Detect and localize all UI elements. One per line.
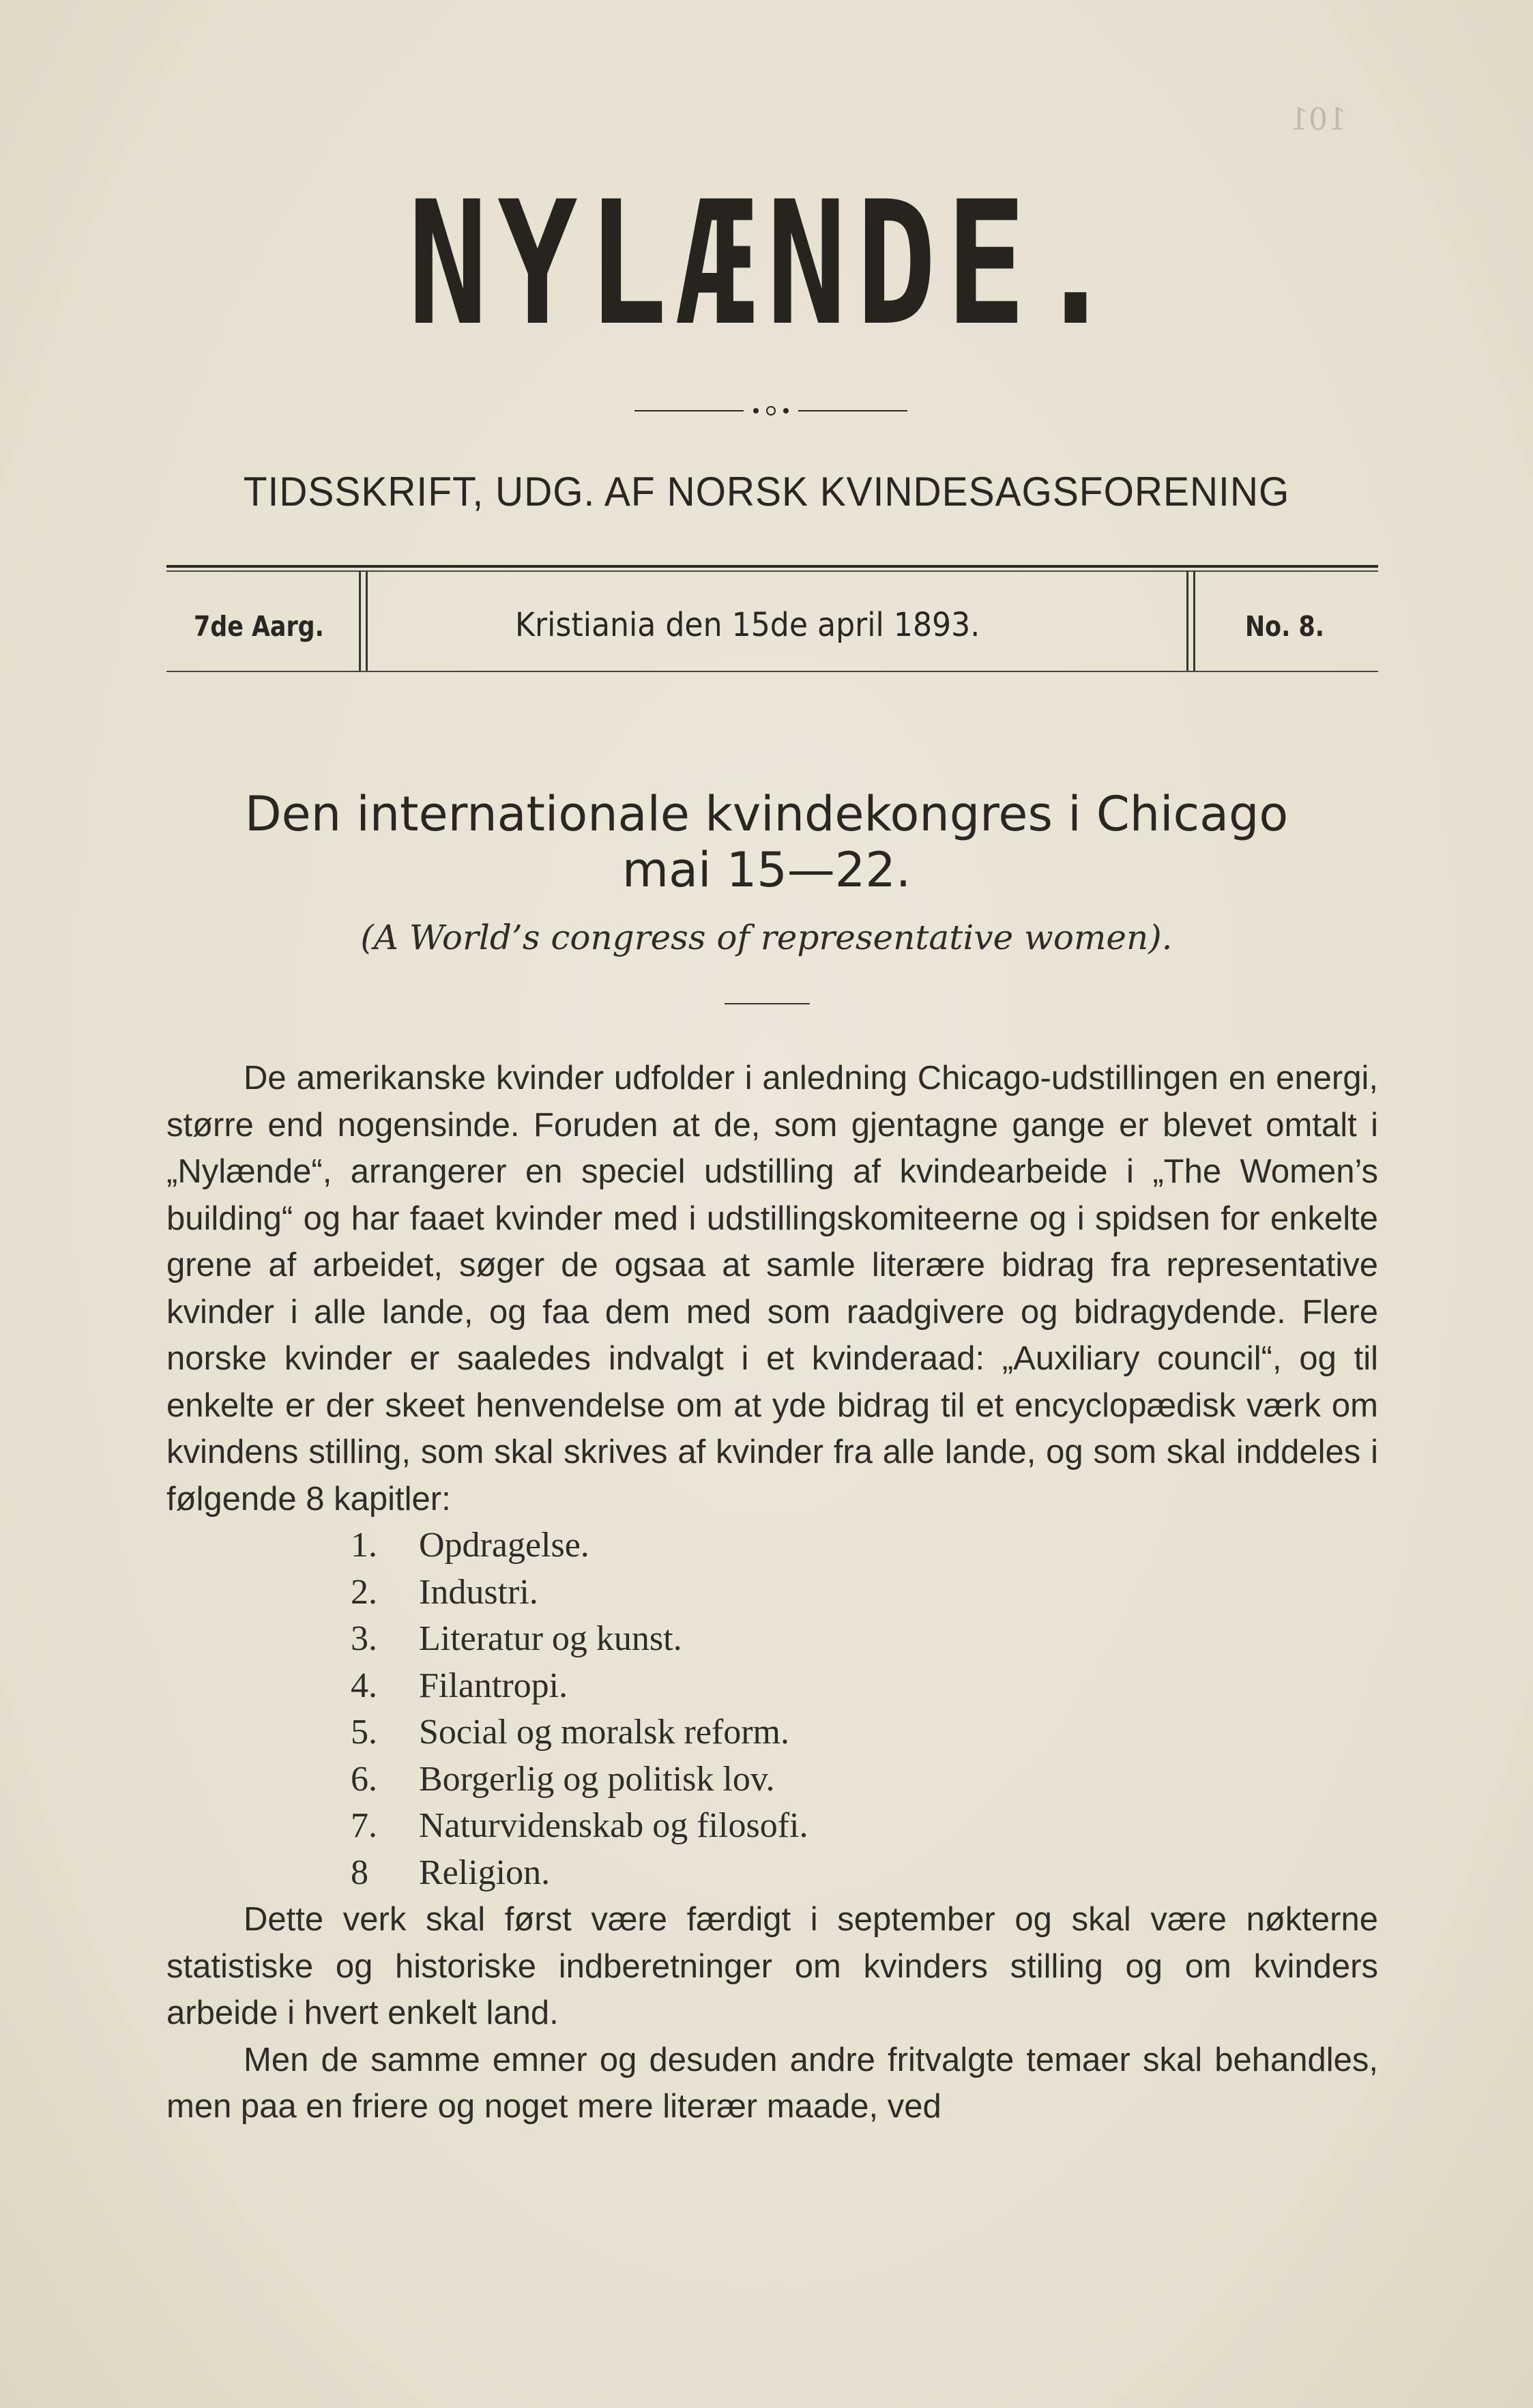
header-rule-top-thin (166, 570, 1378, 572)
chapter-number: 1. (351, 1526, 377, 1565)
header-rule-top (166, 565, 1378, 568)
chapter-number: 5. (351, 1713, 377, 1752)
chapter-label: Opdragelse. (419, 1526, 589, 1565)
article-body (166, 1055, 1378, 2130)
chapter-item (166, 1616, 1378, 1663)
chapter-label: Naturvidenskab og filosofi. (419, 1806, 808, 1845)
article-title-line2: mai 15—22. (622, 842, 911, 898)
chapter-label: Industri. (419, 1572, 538, 1612)
issue-number: No. 8. (1245, 610, 1324, 643)
chapter-number: 7. (351, 1806, 377, 1845)
chapter-item (166, 1803, 1378, 1850)
header-separator (1193, 570, 1195, 671)
chapter-label: Religion. (419, 1853, 551, 1892)
header-separator (1186, 570, 1188, 671)
article-subtitle: (A World’s congress of representative women). (360, 918, 1173, 957)
chapter-label: Filantropi. (419, 1666, 568, 1705)
chapter-label: Borgerlig og politisk lov. (419, 1759, 775, 1799)
chapter-number: 8 (351, 1853, 368, 1892)
chapter-list (166, 1522, 1378, 1896)
chapter-item (166, 1569, 1378, 1616)
chapter-number: 3. (351, 1619, 377, 1658)
header-rule-bottom (166, 671, 1378, 672)
chapter-number: 6. (351, 1759, 377, 1799)
chapter-number: 2. (351, 1572, 377, 1612)
header-separator (359, 570, 361, 671)
chapter-label: Social og moralsk reform. (419, 1713, 789, 1752)
page-number: 101 (1289, 102, 1347, 137)
chapter-item (166, 1709, 1378, 1756)
paragraph: De amerikanske kvinder udfolder i anledning Chicago-udstillingen en energi, større end nogensinde. Foruden at de, som gjentagne gange er blevet omtalt i „Nylænde“, arrangerer en speciel udstilling af kvindearbeide i „The Women’s building“ og har faaet kvinder med i udstillingskomiteerne og i spidsen for enkelte grene af arbeidet, søger de ogsaa at samle literære bidrag fra representative kvinder i alle lande, og faa dem med som raadgivere og bidragydende. Flere norske kvinder er saaledes indvalgt i et kvinderaad: „Auxiliary council“, og til enkelte er der skeet henvendelse om at yde bidrag til et encyclopædisk værk om kvindens stilling, som skal skrives af kvinder fra alle lande, og som skal inddeles i følgende 8 kapitler: (166, 1060, 1378, 1518)
header-separator (366, 570, 368, 671)
ornament-divider (634, 406, 907, 416)
masthead-subtitle: TIDSSKRIFT, UDG. AF NORSK KVINDESAGSFORENING (243, 469, 1290, 514)
place-date: Kristiania den 15de april 1893. (515, 606, 980, 644)
chapter-item (166, 1850, 1378, 1897)
chapter-label: Literatur og kunst. (419, 1619, 682, 1658)
article-title-line1: Den internationale kvindekongres i Chicago (244, 786, 1289, 842)
masthead-title: NYLÆNDE. (407, 164, 1126, 363)
chapter-number: 4. (351, 1666, 377, 1705)
paragraph: Dette verk skal først være færdigt i september og skal være nøkterne statistiske og historiske indberetninger om kvinders stilling og om kvinders arbeide i hvert enkelt land. (166, 1901, 1378, 2031)
chapter-item (166, 1663, 1378, 1710)
chapter-item (166, 1522, 1378, 1569)
paragraph: Men de samme emner og desuden andre fritvalgte temaer skal behandles, men paa en friere og noget mere literær maade, ved (166, 2041, 1378, 2125)
title-divider (725, 1003, 810, 1004)
volume-label: 7de Aarg. (194, 610, 324, 643)
chapter-item (166, 1756, 1378, 1803)
